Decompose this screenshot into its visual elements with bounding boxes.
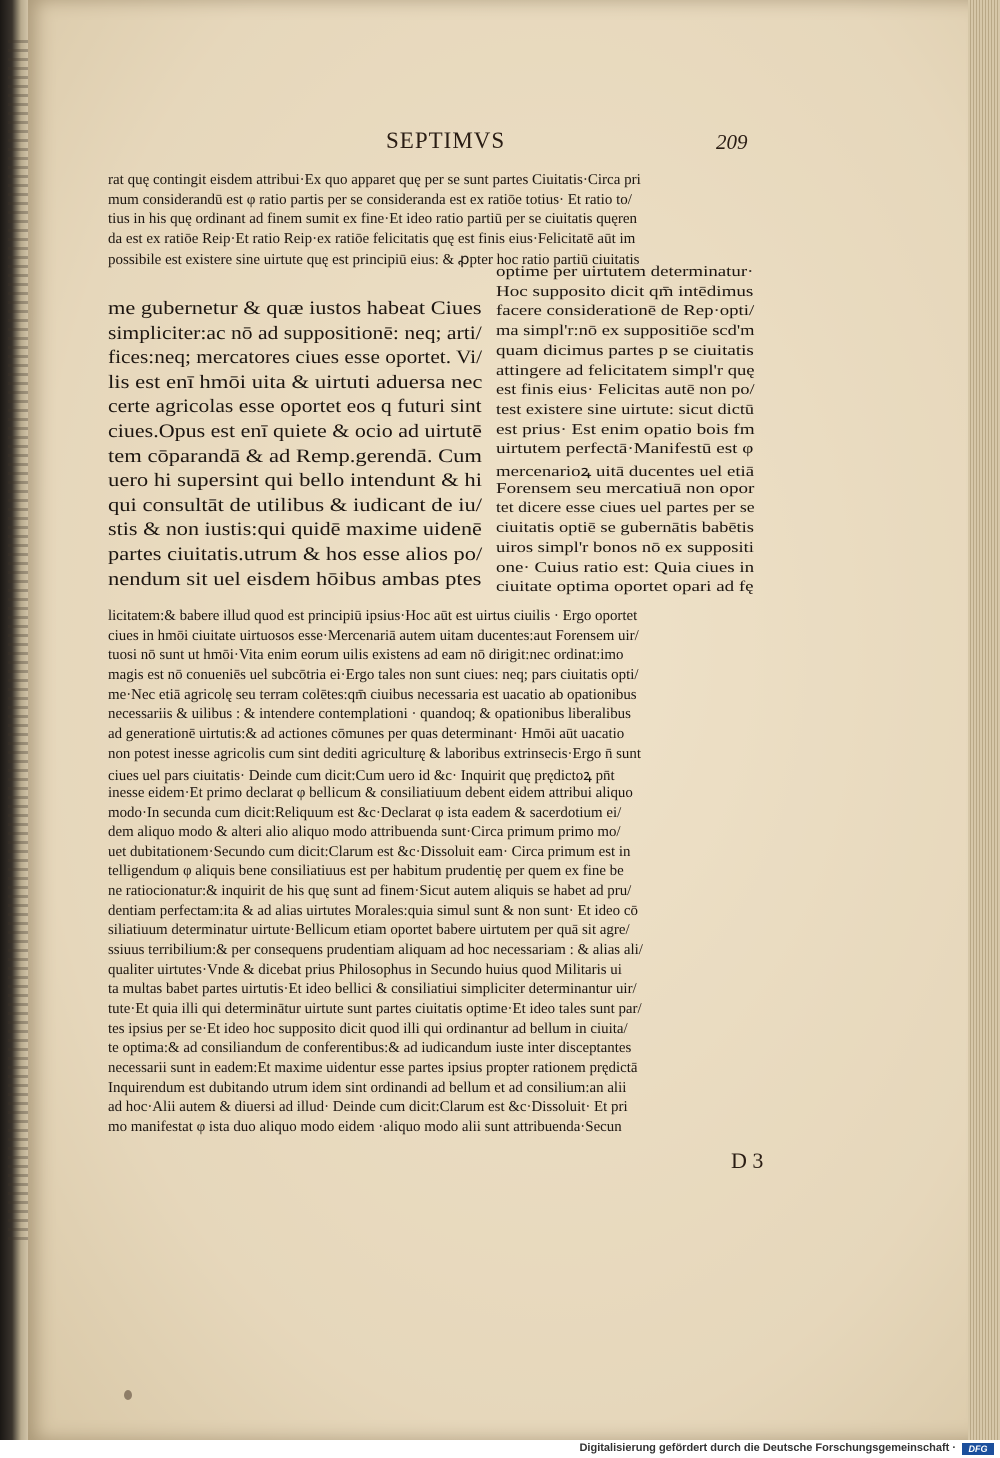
commentary-bottom-line: uet dubitationem·Secundo cum dicit:Clarum est &c·Dissoluit eam· Circa primum est in [108,843,631,860]
commentary-bottom-line: necessarii sunt in eadem:Et maxime uidentur esse partes ipsius propter rationem prędictā [108,1059,638,1076]
commentary-right-line: est prius· Est enim opatio bois fm [496,421,755,438]
commentary-right-line: ciuitatis optiē se gubernātis babētis [496,520,754,537]
commentary-bottom-line: ad generationē uirtutis:& ad actiones cōmunes per quas determinant· Hmōi aūt uacatio [108,725,625,742]
signature-mark: D 3 [731,1148,764,1173]
commentary-right-line: facere considerationē de Rep·opti/ [496,303,755,320]
aristotle-text-line: qui consultāt de utilibus & iudicant de iu/ [108,494,483,516]
commentary-right-line: ciuitate optima oportet opari ad fę [496,579,754,596]
commentary-right-line: mercenarioꝝ uitā ducentes uel etiā [496,464,755,480]
commentary-right-line: Forensem seu mercatiuā non opor [496,480,755,497]
footer-credit: Digitalisierung gefördert durch die Deutsche Forschungsgemeinschaft · [579,1442,956,1454]
commentary-right-line: uirtutem perfectā·Manifestū est φ [496,441,754,458]
commentary-bottom-line: te optima:& ad consiliandum de conferentibus:& ad iudicandum iuste inter disceptantes [108,1040,632,1057]
book-page [28,0,978,1440]
commentary-bottom-line: dem aliquo modo & alteri alio aliquo modo attribuenda sunt·Circa primum primo mo/ [108,824,621,841]
aristotle-text-line: uero hi supersint qui bello intendunt & hi [108,470,482,492]
commentary-bottom-line: tuosi nō sunt ut hmōi·Vita enim eorum uilis existens ad eam nō dirigit:nec ordinat:imo [108,647,624,664]
dfg-logo: DFG [962,1443,994,1455]
commentary-bottom-line: ne ratiocionatur:& inquirit de his quę sunt ad finem·Sicut autem aliquis se habet ad pru/ [108,883,632,900]
commentary-bottom-line: magis est nō conueniēs uel subcōtria ei·Ergo tales non sunt ciues: neq; pars ciuitatis opti/ [108,666,639,683]
commentary-bottom-line: dentiam perfectam:ita & ad alias uirtutes Morales:quia simul sunt & non sunt· Et ideo cō [108,902,638,919]
aristotle-text-line: simpliciter:ac nō ad suppositionē: neq; arti/ [108,322,482,344]
aristotle-text-line: ciues.Opus est enī quiete & ocio ad uirtutē [108,421,482,442]
commentary-bottom-line: telligendum φ aliquis bene consiliatiuus est per habitum prudentię per quem ex fine be [108,863,624,880]
aristotle-text-line: certe agricolas esse oportet eos q futuri sint [108,396,482,418]
commentary-bottom-line: ciues uel pars ciuitatis· Deinde cum dicit:Cum uero id &c· Inquirit quę prędictoꝝ pn̄t [108,768,615,785]
commentary-bottom-line: non potest inesse agricolis cum sint dediti agriculturę & laboribus extrinsecis·Ergo n̄ sunt [108,745,641,762]
commentary-top-line: mum considerandū est φ ratio partis per se consideranda est ex ratiōe totius· Et ratio to/ [108,191,632,208]
aristotle-text-line: lis est enī hmōi uita & uirtuti aduersa nec [108,371,483,393]
commentary-bottom-line: tes ipsius per se·Et ideo hoc supposito dicit quod illi qui ordinantur ad bellum in ciuita/ [108,1020,628,1037]
facing-page-edge [8,40,30,1240]
commentary-bottom-line: qualiter uirtutes·Vnde & dicebat prius Philosophus in Secundo huius quod Militaris ui [108,961,622,978]
folio-number: 209 [716,130,748,154]
commentary-bottom-line: ta multas babet partes uirtutis·Et ideo bellici & consiliatiui simpliciter determinantur uir/ [108,981,637,998]
commentary-right-line: ma simpl'r:nō ex suppositiōe scd'm [496,323,755,340]
commentary-top-line: tius in his quę ordinant ad finem sumit ex fine·Et ideo ratio partiū per se ciuitatis quęren [108,211,638,228]
commentary-right-line: quam dicimus partes p se ciuitatis [496,342,754,359]
commentary-bottom-line: tute·Et quia illi qui determinātur uirtute sunt partes ciuitatis optime·Et ideo tales sunt par/ [108,1001,642,1017]
running-head: SEPTIMVS [386,128,506,153]
commentary-top-line: rat quę contingit eisdem attribui·Ex quo apparet quę per se sunt partes Ciuitatis·Circa pri [108,172,641,188]
commentary-right-line: est finis eius· Felicitas autē non po/ [496,382,755,399]
commentary-right-line: test existere sine uirtute: sicut dictū [496,401,755,418]
commentary-right-line: uiros simpl'r bonos nō ex suppositi [496,539,754,556]
commentary-bottom-line: licitatem:& babere illud quod est principiū ipsius·Hoc aūt est uirtus ciuilis · Ergo oportet [108,608,638,624]
ink-spot [124,1390,132,1400]
commentary-bottom-line: modo·In secunda cum dicit:Reliquum est &c·Declarat φ ista eadem & sacerdotium ei/ [108,804,622,821]
commentary-bottom-line: ad hoc·Alii autem & diuersi ad illud· Deinde cum dicit:Clarum est &c·Dissoluit· Et pri [108,1099,628,1116]
commentary-bottom-line: ssiuus terribilium:& per consequens prudentiam aliquam ad hoc necessariam : & alias ali/ [108,942,643,959]
commentary-bottom-line: inesse eidem·Et primo declarat φ bellicum & consiliatiuum debent eidem attribui aliquo [108,784,633,801]
aristotle-text-line: stis & non iustis:qui quidē maxime uidenē [108,519,482,541]
footer-bar [0,1440,1000,1458]
commentary-bottom-line: me·Nec etiā agricolę seu terram colētes:qm̄ ciuibus necessaria est uacatio ab opationibus [108,686,637,703]
commentary-top-line: da est ex ratiōe Reip·Et ratio Reip·ex ratiōe felicitatis quę est finis eius·Felicitatē aūt im [108,230,636,247]
commentary-bottom-line: siliatiuum determinatur uirtute·Bellicum etiam oportet babere uirtutem per quā sit agre/ [108,922,630,939]
commentary-right-line: attingere ad felicitatem simpl'r quę [496,362,755,379]
aristotle-text-line: me gubernetur & quæ iustos habeat Ciues [108,298,482,319]
commentary-right-line: tet dicere esse ciues uel partes per se [496,500,755,517]
aristotle-text-line: nendum sit uel eisdem hōibus ambas ptes [108,568,482,590]
commentary-bottom-line: ciues in hmōi ciuitate uirtuosos esse·Mercenariā autem uitam ducentes:aut Forensem uir/ [108,627,639,644]
commentary-bottom-line: necessariis & uilibus : & intendere contemplationi · quandoq; & opationibus liberalibus [108,706,631,723]
commentary-right-line: optime per uirtutem determinatur· [496,264,754,280]
commentary-right-line: one· Cuius ratio est: Quia ciues in [496,559,755,576]
commentary-bottom-line: Inquirendum est dubitando utrum idem sint ordinandi ad bellum et ad consilium:an alii [108,1079,627,1096]
aristotle-text-line: partes ciuitatis.utrum & hos esse alios po/ [108,544,483,565]
aristotle-text-line: fices:neq; mercatores ciues esse oportet. Vi/ [108,347,483,369]
aristotle-text-line: tem cōparandā & ad Remp.gerendā. Cum [108,445,482,467]
page-stack-edge [968,0,1000,1440]
commentary-bottom-line: mo manifestat φ ista duo aliquo modo eidem ·aliquo modo alii sunt attribuenda·Secun [108,1118,622,1135]
commentary-right-line: Hoc supposito dicit qm̄ intēdimus [496,283,754,300]
commentary-top-line: possibile est existere sine uirtute quę est principiū eius: & ꝓpter hoc ratio partiū ciuitatis [108,252,640,269]
